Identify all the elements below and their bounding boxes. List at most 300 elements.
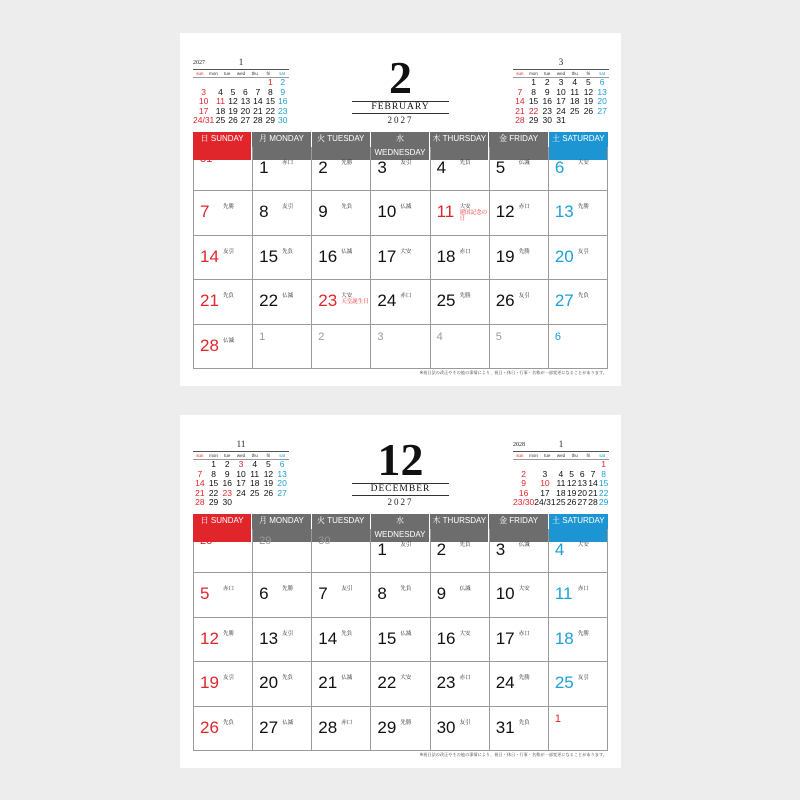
day-cell[interactable] — [253, 236, 312, 280]
day-number: 8 — [259, 202, 269, 222]
mini-days — [513, 78, 609, 126]
day-cell[interactable] — [194, 236, 253, 280]
mini-day: 31 — [556, 115, 566, 126]
mini-weekday-label: mon — [209, 71, 218, 76]
mini-day: 16 — [222, 478, 233, 489]
mini-day: 23 — [542, 105, 553, 116]
day-cell[interactable] — [312, 529, 371, 573]
rokuyo-label: 先勝 — [223, 630, 235, 637]
mini-day: 22 — [265, 105, 276, 116]
day-cell[interactable] — [371, 325, 430, 369]
mini-weekday-label: tue — [224, 453, 231, 458]
mini-day: 13 — [240, 96, 251, 107]
mini-day: 12 — [583, 86, 594, 97]
day-cell[interactable] — [431, 618, 490, 662]
mini-day: 28 — [588, 497, 598, 508]
mini-day: 8 — [601, 468, 607, 479]
day-cell[interactable] — [194, 529, 253, 573]
rokuyo-label: 仏滅 — [400, 204, 412, 211]
mini-day: 9 — [224, 468, 230, 479]
day-cell[interactable] — [549, 191, 608, 235]
day-cell[interactable] — [549, 529, 608, 573]
rokuyo-label: 赤口 — [577, 586, 589, 593]
weekday-header — [193, 514, 608, 539]
mini-day: 20 — [597, 96, 607, 107]
day-number: 27 — [554, 291, 574, 311]
rokuyo-label: 先負 — [223, 719, 235, 726]
rokuyo-label: 仏滅 — [223, 337, 235, 344]
calendar-page-february — [180, 33, 621, 386]
mini-day: 11 — [250, 468, 260, 479]
day-cell[interactable] — [431, 707, 490, 751]
day-cell[interactable] — [490, 236, 549, 280]
rokuyo-label: 大安 — [577, 542, 589, 548]
day-number: 18 — [554, 628, 574, 648]
mini-day: 14 — [588, 478, 598, 489]
mini-day: 21 — [588, 487, 598, 498]
mini-day: 4 — [218, 86, 223, 97]
mini-day: 14 — [515, 96, 525, 107]
mini-day: 22 — [208, 487, 219, 498]
mini-days — [513, 460, 609, 508]
mini-day: 27 — [597, 105, 607, 116]
day-cell[interactable] — [194, 573, 253, 617]
mini-weekday-label: fri — [586, 453, 591, 458]
day-number: 10 — [377, 202, 397, 222]
mini-day: 2 — [280, 77, 286, 87]
day-cell[interactable] — [549, 147, 608, 191]
day-number: 4 — [436, 330, 443, 343]
mini-calendar-next — [513, 439, 609, 508]
day-number: 18 — [436, 246, 456, 266]
day-number: 1 — [377, 540, 387, 559]
mini-day: 27 — [277, 487, 287, 498]
day-cell[interactable] — [371, 573, 430, 617]
day-number: 11 — [436, 202, 455, 222]
day-cell[interactable] — [194, 191, 253, 235]
mini-day — [262, 498, 276, 508]
holiday-name: 天皇誕生日 — [341, 299, 369, 306]
mini-day: 19 — [228, 105, 238, 116]
day-cell[interactable] — [549, 662, 608, 706]
month-title — [340, 52, 461, 125]
mini-weekday-label: thu — [571, 453, 578, 458]
day-cell[interactable] — [371, 529, 430, 573]
day-number: 13 — [554, 202, 574, 222]
day-cell[interactable] — [431, 325, 490, 369]
mini-day: 26 — [583, 105, 594, 116]
mini-weekday-label: mon — [529, 71, 538, 76]
mini-day: 15 — [598, 478, 609, 489]
day-number: 5 — [495, 158, 506, 177]
mini-day: 13 — [277, 468, 287, 479]
mini-day — [568, 116, 582, 126]
day-cell[interactable] — [490, 573, 549, 617]
mini-weekday-label: sat — [279, 71, 286, 76]
day-cell[interactable] — [312, 662, 371, 706]
mini-day: 10 — [198, 96, 209, 107]
mini-day: 30 — [542, 115, 553, 126]
rokuyo-label: 赤口 — [400, 293, 412, 300]
mini-day: 16 — [518, 487, 529, 498]
mini-day: 14 — [253, 96, 263, 107]
mini-day: 17 — [236, 478, 246, 489]
day-number: 12 — [495, 202, 515, 222]
day-cell[interactable] — [549, 280, 608, 324]
day-number: 22 — [259, 291, 279, 311]
day-cell[interactable] — [549, 618, 608, 662]
rokuyo-label: 仏滅 — [518, 160, 530, 166]
day-number: 5 — [200, 584, 210, 604]
day-number: 23 — [436, 673, 456, 693]
rokuyo-label: 仏滅 — [341, 248, 353, 255]
mini-day: 24/31 — [193, 115, 215, 126]
day-cell[interactable] — [253, 191, 312, 235]
day-number: 27 — [259, 717, 279, 737]
mini-day: 10 — [236, 468, 246, 479]
weekday-header-cell: 水 WEDNESDAY — [371, 132, 430, 160]
mini-day: 27 — [577, 497, 588, 508]
rokuyo-label: 友引 — [400, 160, 412, 166]
mini-month: 11 — [236, 439, 246, 449]
day-number: 30 — [436, 717, 456, 737]
rokuyo-label: 大安 — [518, 586, 530, 593]
weekday-header-cell: 土 SATURDAY — [549, 514, 608, 542]
mini-day: 2 — [544, 77, 550, 87]
day-number: 9 — [436, 584, 447, 604]
month-grid — [193, 132, 608, 369]
rokuyo-label: 先負 — [282, 675, 294, 682]
mini-day: 6 — [279, 459, 285, 469]
mini-day: 24 — [556, 105, 566, 116]
day-number: 31 — [200, 153, 213, 165]
mini-day: 3 — [558, 77, 564, 87]
mini-weekday-label: sun — [196, 453, 204, 458]
day-cell[interactable] — [194, 662, 253, 706]
day-cell[interactable] — [431, 573, 490, 617]
year-label: 2027 — [387, 115, 414, 125]
mini-day: 4 — [572, 77, 578, 87]
weekday-header-cell: 水 WEDNESDAY — [371, 514, 430, 542]
mini-calendar-prev — [193, 57, 289, 126]
mini-day: 29 — [598, 497, 609, 508]
rokuyo-label: 大安 — [400, 675, 412, 682]
mini-day — [234, 498, 248, 508]
day-number: 13 — [259, 628, 279, 648]
mini-day: 6 — [243, 86, 248, 97]
rokuyo-label: 友引 — [577, 248, 589, 255]
month-title — [340, 434, 461, 507]
weekday-header-cell: 火 TUESDAY — [312, 514, 371, 542]
rokuyo-label: 友引 — [341, 586, 353, 593]
rokuyo-label: 赤口 — [223, 586, 235, 593]
mini-day: 16 — [542, 96, 553, 107]
mini-day: 27 — [240, 115, 251, 126]
month-name: DECEMBER — [352, 483, 449, 496]
month-number: 2 — [389, 52, 412, 103]
rokuyo-label: 赤口 — [518, 204, 530, 211]
rokuyo-label: 仏滅 — [518, 542, 530, 548]
day-cell[interactable] — [431, 191, 490, 235]
weekday-header-cell: 金 FRIDAY — [489, 514, 548, 542]
day-number: 16 — [318, 246, 338, 266]
weekday-header-cell: 木 THURSDAY — [430, 132, 489, 160]
mini-year: 2028 — [513, 442, 525, 448]
mini-day: 5 — [230, 86, 236, 97]
mini-day: 13 — [597, 86, 607, 97]
mini-days — [193, 78, 289, 126]
day-number: 20 — [259, 673, 279, 693]
day-cell[interactable] — [490, 529, 549, 573]
day-number: 4 — [554, 540, 565, 559]
weekday-header-cell: 月 MONDAY — [252, 132, 311, 160]
day-number: 12 — [200, 628, 219, 648]
day-number: 15 — [377, 628, 397, 648]
mini-weekdays — [513, 451, 609, 460]
mini-day: 5 — [586, 77, 591, 87]
mini-day: 4 — [252, 459, 258, 469]
holiday-note: ※祝日法の改正やその他の事情により、祝日・休日・行事・名称が一部変更になることがあります。 — [419, 752, 607, 757]
mini-day: 25 — [249, 487, 260, 498]
day-cell[interactable] — [194, 280, 253, 324]
mini-day: 10 — [556, 86, 566, 97]
mini-day: 30 — [222, 497, 233, 508]
mini-day: 7 — [255, 86, 261, 97]
day-cell[interactable] — [549, 236, 608, 280]
day-cell[interactable] — [431, 529, 490, 573]
mini-day: 18 — [249, 478, 260, 489]
rokuyo-label: 大安 — [341, 293, 353, 300]
mini-day: 1 — [531, 77, 536, 87]
day-cell[interactable] — [194, 147, 253, 191]
mini-day: 26 — [263, 487, 274, 498]
mini-day: 25 — [556, 497, 566, 508]
day-cell[interactable] — [253, 662, 312, 706]
day-cell[interactable] — [253, 707, 312, 751]
day-cell[interactable] — [431, 280, 490, 324]
rokuyo-label: 大安 — [400, 248, 412, 255]
mini-day: 18 — [215, 105, 226, 116]
mini-day: 6 — [599, 77, 605, 87]
rokuyo-label: 先勝 — [518, 248, 530, 255]
day-number: 3 — [377, 158, 387, 177]
day-cell[interactable] — [312, 573, 371, 617]
mini-month: 1 — [558, 439, 564, 449]
rokuyo-label: 先負 — [282, 248, 294, 255]
weekday-header-cell: 土 SATURDAY — [549, 132, 608, 160]
day-number: 7 — [318, 584, 328, 604]
day-number: 28 — [200, 335, 219, 355]
day-number: 1 — [554, 712, 561, 725]
day-cell[interactable] — [490, 280, 549, 324]
mini-day: 17 — [198, 105, 209, 116]
rokuyo-label: 仏滅 — [341, 675, 353, 682]
mini-day: 16 — [278, 96, 288, 107]
day-number: 10 — [495, 584, 515, 604]
mini-day: 19 — [263, 478, 274, 489]
rokuyo-label: 先負 — [459, 160, 471, 166]
day-cell[interactable] — [253, 529, 312, 573]
mini-day: 7 — [517, 86, 523, 97]
mini-day: 10 — [540, 478, 550, 489]
mini-day: 13 — [577, 478, 588, 489]
mini-day: 1 — [267, 77, 273, 87]
day-number: 3 — [377, 330, 384, 343]
mini-day: 8 — [531, 86, 536, 97]
mini-day: 28 — [515, 115, 525, 126]
rokuyo-label: 先勝 — [223, 204, 235, 211]
day-number: 14 — [318, 628, 338, 648]
day-cell[interactable] — [490, 662, 549, 706]
day-number: 6 — [259, 584, 269, 604]
weekday-header-cell: 木 THURSDAY — [430, 514, 489, 542]
day-cell[interactable] — [312, 707, 371, 751]
holiday-name: 建国記念の日 — [459, 210, 488, 223]
rokuyo-label: 友引 — [400, 542, 412, 548]
day-number: 19 — [495, 246, 515, 266]
rokuyo-label: 先勝 — [577, 630, 589, 637]
weekday-header-cell: 日 SUNDAY — [193, 514, 252, 542]
mini-day: 19 — [566, 487, 577, 498]
day-cell[interactable] — [549, 325, 608, 369]
day-number: 14 — [200, 246, 219, 266]
day-cell[interactable] — [549, 573, 608, 617]
rokuyo-label: 友引 — [577, 675, 589, 682]
day-cell[interactable] — [490, 325, 549, 369]
mini-day: 12 — [228, 96, 238, 107]
day-cell[interactable] — [312, 191, 371, 235]
mini-month: 3 — [558, 57, 564, 67]
mini-day: 18 — [556, 487, 566, 498]
day-cell[interactable] — [312, 325, 371, 369]
day-number: 31 — [495, 717, 515, 737]
day-cell[interactable] — [549, 707, 608, 751]
mini-day: 14 — [195, 478, 205, 489]
weekday-header-cell: 日 SUNDAY — [193, 132, 252, 160]
mini-day: 28 — [195, 497, 205, 508]
mini-day: 8 — [211, 468, 216, 479]
rokuyo-label: 赤口 — [518, 630, 530, 637]
day-number: 6 — [554, 330, 561, 343]
day-number: 26 — [200, 717, 219, 737]
mini-day: 29 — [265, 115, 276, 126]
rokuyo-label: 友引 — [282, 630, 294, 637]
day-cell[interactable] — [490, 707, 549, 751]
day-number: 2 — [318, 158, 328, 177]
rokuyo-label: 赤口 — [459, 248, 471, 255]
day-cell[interactable] — [490, 147, 549, 191]
day-cell[interactable] — [371, 147, 430, 191]
day-cell[interactable] — [312, 280, 371, 324]
day-cell[interactable] — [194, 707, 253, 751]
day-cell[interactable] — [371, 236, 430, 280]
day-cell[interactable] — [194, 325, 253, 369]
month-number: 12 — [377, 434, 424, 485]
mini-day: 8 — [267, 86, 273, 97]
mini-day: 1 — [601, 459, 607, 469]
day-number: 5 — [495, 330, 502, 343]
day-number: 11 — [554, 584, 573, 604]
holiday-note: ※祝日法の改正やその他の事情により、祝日・休日・行事・名称が一部変更になることがあります。 — [419, 370, 607, 375]
mini-weekday-label: sat — [599, 453, 606, 458]
day-cell[interactable] — [431, 662, 490, 706]
rokuyo-label: 友引 — [223, 675, 235, 682]
mini-day: 11 — [556, 478, 566, 489]
day-cell[interactable] — [490, 618, 549, 662]
day-cell[interactable] — [490, 191, 549, 235]
day-number: 25 — [554, 673, 574, 693]
day-cell[interactable] — [371, 618, 430, 662]
day-cell[interactable] — [253, 325, 312, 369]
day-cell[interactable] — [253, 573, 312, 617]
day-cell[interactable] — [371, 662, 430, 706]
rokuyo-label: 仏滅 — [282, 293, 294, 300]
day-cell[interactable] — [431, 147, 490, 191]
day-cell[interactable] — [253, 280, 312, 324]
mini-weekday-label: thu — [251, 71, 258, 76]
mini-weekday-label: sun — [196, 71, 204, 76]
rokuyo-label: 友引 — [282, 204, 294, 211]
day-cell[interactable] — [194, 618, 253, 662]
day-cell[interactable] — [371, 707, 430, 751]
mini-day: 11 — [216, 96, 225, 107]
mini-weekday-label: wed — [236, 453, 246, 458]
mini-day: 29 — [528, 115, 539, 126]
mini-day: 17 — [556, 96, 566, 107]
rokuyo-label: 友引 — [223, 248, 235, 255]
day-number: 7 — [200, 202, 210, 222]
rokuyo-label: 大安 — [459, 630, 471, 637]
mini-weekday-label: tue — [544, 453, 551, 458]
day-cell[interactable] — [253, 618, 312, 662]
day-number: 24 — [495, 673, 515, 693]
mini-day: 24/31 — [534, 497, 556, 508]
mini-day: 19 — [583, 96, 594, 107]
rokuyo-label: 先勝 — [518, 675, 530, 682]
rokuyo-label: 赤口 — [459, 675, 471, 682]
mini-day — [248, 498, 262, 508]
mini-day: 12 — [566, 478, 577, 489]
mini-day: 18 — [569, 96, 580, 107]
mini-day: 6 — [579, 468, 585, 479]
mini-day: 22 — [598, 487, 609, 498]
mini-weekday-label: fri — [266, 453, 271, 458]
mini-day: 4 — [558, 468, 564, 479]
day-number: 28 — [318, 717, 338, 737]
rokuyo-label: 先負 — [341, 204, 353, 211]
rokuyo-label: 大安 — [459, 204, 471, 211]
day-cell[interactable] — [371, 280, 430, 324]
mini-calendar-next — [513, 57, 609, 126]
day-cell[interactable] — [431, 236, 490, 280]
mini-weekday-label: sun — [516, 453, 524, 458]
rokuyo-label: 先負 — [518, 719, 530, 726]
mini-day: 12 — [263, 468, 274, 479]
mini-day: 11 — [570, 86, 580, 97]
mini-weekday-label: thu — [571, 71, 578, 76]
mini-days — [193, 460, 289, 508]
day-cell[interactable] — [312, 147, 371, 191]
day-cell[interactable] — [371, 191, 430, 235]
day-number: 29 — [259, 535, 272, 547]
day-number: 8 — [377, 584, 387, 604]
day-cell[interactable] — [312, 618, 371, 662]
day-number: 3 — [495, 540, 506, 559]
day-cell[interactable] — [312, 236, 371, 280]
day-cell[interactable] — [253, 147, 312, 191]
year-label: 2027 — [387, 497, 414, 507]
mini-day — [275, 498, 289, 508]
